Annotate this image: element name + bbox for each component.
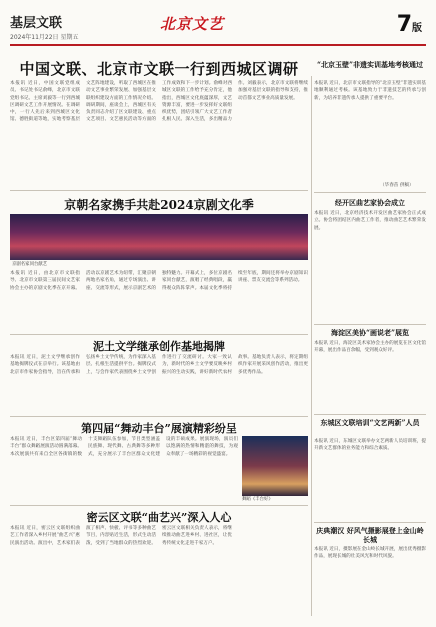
section-title: 基层文联 <box>10 16 63 31</box>
article-body: 本报讯 近日，泥土文学继承创作基地揭牌仪式在京举行。该基地由北京市作家协会指导，旨在传承和弘扬乡土文学传统，为作家深入基层、扎根生活提供平台。揭牌仪式上，与会作家代表围绕乡土文学创作进行了交流研讨。大家一致认为，新时代的乡土文学要反映乡村振兴的生动实践，讲好新时代农村故事。基地负责人表示，将定期组织作家开展采风创作活动，推出更多优秀作品。 <box>10 355 308 375</box>
author-credit: （毕春苗 供稿） <box>380 183 414 188</box>
article-title: 京朝名家携手共赴2024京剧文化季 <box>64 198 254 212</box>
right-article-body: 本报讯 近日，北京经济技术开发区曲艺家协会正式成立。协会将团结区内曲艺工作者，推动曲艺艺术繁荣发展。 <box>314 211 426 231</box>
article-body: 本报讯 近日，密云区文联组织曲艺工作者深入乡村开展“曲艺兴”惠民演出活动。演出中，艺术家们表演了相声、快板、评书等多种曲艺节目，内容贴近生活，形式生动活泼，受到了当地群众的热烈欢迎。密云区文联相关负责人表示，将继续推动曲艺进乡村、进社区，让优秀传统文化走进千家万户。 <box>10 526 232 546</box>
column-divider <box>311 76 312 616</box>
right-article-title: 东城区文联培训“文艺两新”人员 <box>320 418 420 427</box>
right-article-body: 本报讯 近日，摄影展在金山岭长城开展，展出优秀摄影作品，展现长城的壮美风光和时代风貌。 <box>314 547 426 560</box>
masthead-logo: 北京文艺 <box>160 15 225 33</box>
right-article-title: “北京玉壁”非遗实训基地考核通过 <box>316 60 424 69</box>
divider <box>10 416 308 417</box>
article-title: 密云区文联“曲艺兴”深入人心 <box>86 511 232 524</box>
photo-caption: 京剧名家同台献艺 <box>12 262 48 267</box>
right-article-title: 经开区曲艺家协会成立 <box>335 198 405 207</box>
article-body: 本报讯 近日，丰台区第四届“舞动丰台”群众舞蹈展演活动圆满落幕。本次展演共有来自全区各街镇的数十支舞蹈队伍参加，节目类型涵盖民族舞、现代舞、古典舞等多种形式，充分展示了丰台区群众文化建设的丰硕成果。展演现场，演员们以饱满的热情和精湛的舞技，为观众奉献了一场精彩的视觉盛宴。 <box>10 437 238 457</box>
right-article-title: 庆典潮汉 好风气摄影展登上金山岭长城 <box>316 526 424 544</box>
right-article-body: 本报讯 近日，海淀区美术家协会主办的展览在区文化馆开幕，展出作品百余幅，受到观众好评。 <box>314 341 426 354</box>
right-article-title: 海淀区美协“画说老”展览 <box>330 328 410 337</box>
header-rule <box>10 44 426 46</box>
main-headline: 中国文联、北京市文联一行到西城区调研 <box>19 60 299 78</box>
photo-caption: 舞蹈《丰台好》 <box>242 497 273 502</box>
article-title: 第四届“舞动丰台”展演精彩纷呈 <box>81 422 237 435</box>
article-body: 本报讯 近日，由北京市文联指导、北京市文联第三届民间文艺家协会主办的京剧文化季在京开幕。活动以京剧艺术为纽带，汇聚京朝两地名家名角，通过专场演出、讲座、交流等形式，展示京剧艺术的独特魅力。开幕式上，多位京剧名家同台献艺，演唱了经典唱段，赢得观众阵阵掌声。本届文化季将持续至年底，期间还将举办京剧知识讲座、票友交流会等系列活动。 <box>10 271 308 291</box>
divider <box>10 190 308 191</box>
divider <box>314 522 426 523</box>
right-article-body: 本报讯 近日，北京市文联指导的“北京玉壁”非遗实训基地顺利通过考核。该基地致力于非遗技艺的传承与创新，为培养非遗传承人提供了重要平台。 <box>314 81 426 101</box>
right-article-body: 本报讯 近日，东城区文联举办文艺两新人员培训班，提升新文艺群体的业务能力和综合素质。 <box>314 439 426 452</box>
divider <box>10 334 308 335</box>
issue-date: 2024年11月22日 星期五 <box>10 34 79 41</box>
divider <box>314 192 426 193</box>
divider <box>314 324 426 325</box>
dance-photo <box>242 436 308 496</box>
page-number: 7版 <box>396 12 422 37</box>
divider <box>314 414 426 415</box>
article-lead: 本报讯 近日，中国文联党组成员、书记处书记俞峰，北京市文联党组书记、主席刘毅等一行到西城区调研文艺工作开展情况。在调研中，一行人先后来到西城区文化馆、德胜街道等地，实地考察基层文艺阵地建设，听取了西城区在推动文艺事业繁荣发展、加强基层文联组织建设方面的工作情况介绍。调研期间，座谈会上，西城区有关负责同志介绍了区文联建设、重点文艺项目、文艺惠民活动等方面的工作成效和下一步计划。俞峰对西城区文联的工作给予充分肯定，他指出，西城区文化底蕴深厚，文艺资源丰富，要进一步发挥好文联组织优势，团结引领广大文艺工作者扎根人民、深入生活，多出精品力作。刘毅表示，北京市文联将继续加强对基层文联的指导和支持，推动首都文艺事业高质量发展。 <box>10 81 308 123</box>
opera-photo <box>10 214 308 260</box>
divider <box>10 505 308 506</box>
page-header <box>10 10 426 46</box>
article-title: 泥土文学继承创作基地揭牌 <box>93 340 225 353</box>
